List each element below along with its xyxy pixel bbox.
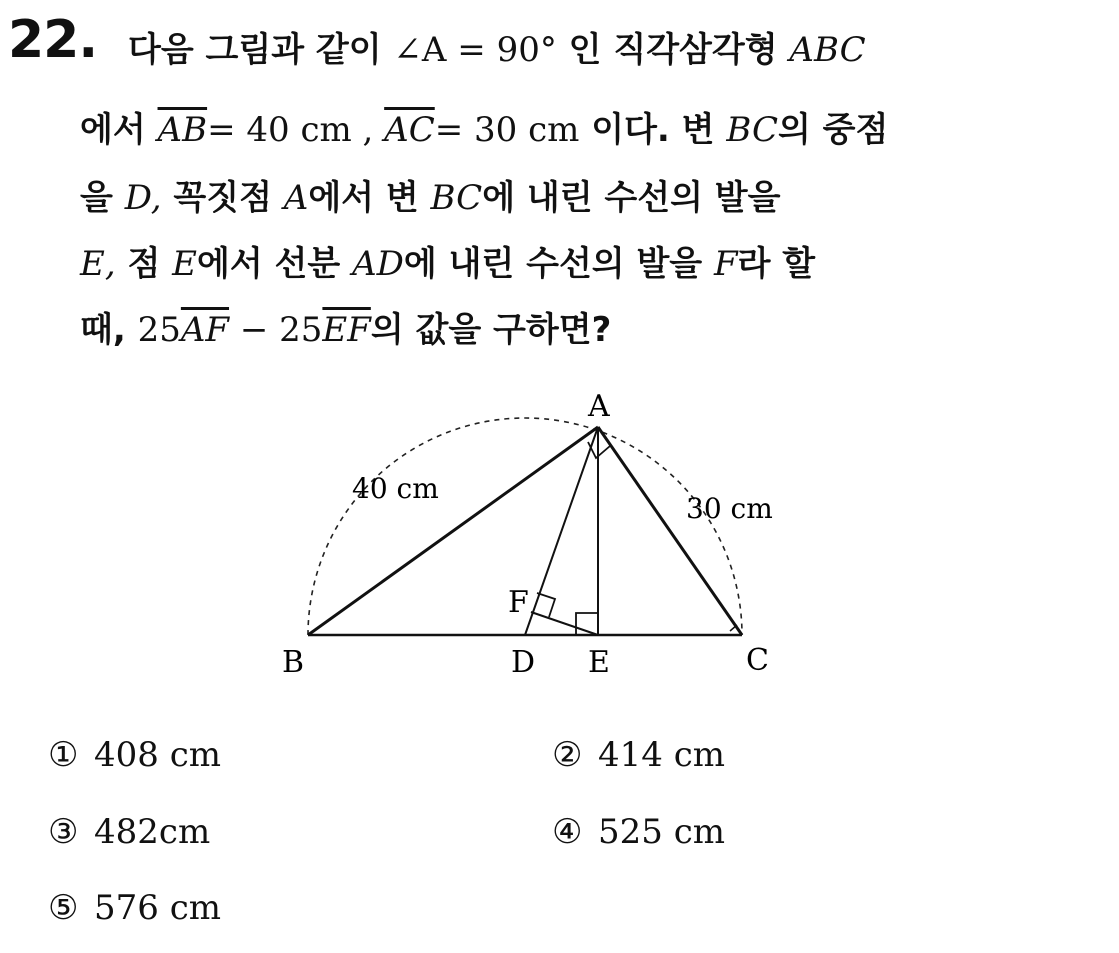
text: 에서 선분 [197,244,353,284]
segment-bc: BC [430,178,483,218]
text: 에 내린 수선의 발을 [482,178,781,218]
segment-ac: $\overline{AC}$ [384,110,435,150]
text: 에서 [80,110,158,150]
segment-ad [525,427,598,635]
point-d: D, [124,178,162,218]
text: 점 [115,244,173,284]
choice-mark: ① [48,735,79,775]
label-ac-length: 30 cm [686,492,773,525]
segment-af: $\overline{AF}$ [180,310,230,350]
segment-bc: BC [726,110,778,150]
label-e: E [588,645,610,680]
choice-value: 525 cm [598,812,725,852]
point-a: A [283,178,309,218]
point-f: F [714,244,738,284]
choice-mark: ⑤ [48,888,79,928]
text: 인 직각삼각형 [556,30,790,70]
choice-mark: ④ [552,812,583,852]
label-a: A [588,389,610,424]
triangle-name: ABC [789,30,866,70]
text: 다음 그림과 같이 [128,30,394,70]
choice-value: 576 cm [94,888,221,928]
label-b: B [282,645,305,680]
right-angle-mark-f [537,593,555,617]
text: 꼭짓점 [161,178,284,218]
text: 에서 변 [308,178,431,218]
segment-ef [531,612,598,635]
choice-value: 408 cm [94,735,221,775]
text: 의 중점 [778,110,889,150]
text: 에 내린 수선의 발을 [403,244,714,284]
segment-ef: $\overline{EF}$ [322,310,371,350]
choice-3[interactable] [48,812,210,852]
side-ac [598,427,742,635]
segment-ab: $\overline{AB}$ [157,110,208,150]
choice-1[interactable] [48,735,221,775]
text: 때, [80,310,138,350]
point-e: E, [80,244,116,284]
text: 을 [80,178,125,218]
choice-mark: ③ [48,812,79,852]
choice-5[interactable] [48,888,221,928]
ab-value: = 40 cm , [207,110,385,150]
text: 의 값을 구하면? [370,310,612,350]
angle-math: ∠A = 90° [393,30,557,70]
label-ab-length: 40 cm [352,472,439,505]
choice-value: 414 cm [598,735,725,775]
minus-term: − 25 [229,310,323,350]
segment-ad: AD [352,244,404,284]
choice-4[interactable] [552,812,725,852]
coefficient: 25 [137,310,181,350]
text: 라 할 [737,244,816,284]
ac-value: = 30 cm [434,110,580,150]
question-number: 22. [8,10,98,70]
point-e: E [172,244,197,284]
label-f: F [508,585,529,620]
side-ab [308,427,598,635]
label-d: D [511,645,536,680]
choice-mark: ② [552,735,583,775]
text: 이다. 변 [579,110,727,150]
label-c: C [746,643,769,678]
choice-value: 482cm [94,812,211,852]
choice-2[interactable] [552,735,725,775]
